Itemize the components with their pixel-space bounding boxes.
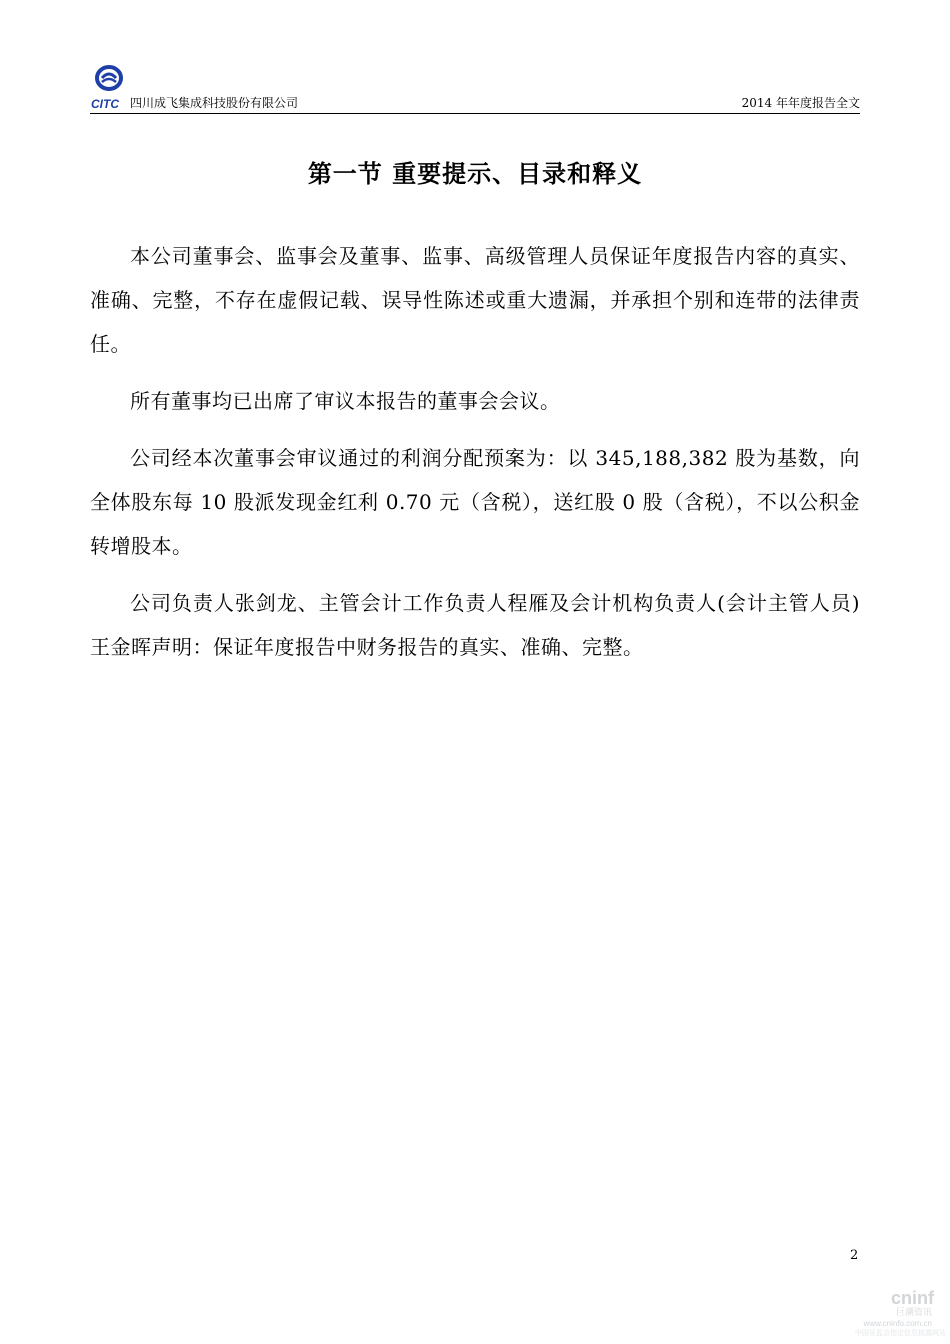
paragraph-responsibility-statement: 本公司董事会、监事会及董事、监事、高级管理人员保证年度报告内容的真实、准确、完整，不存在虚假记载、误导性陈述或重大遗漏，并承担个别和连带的法律责任。 [90, 244, 860, 356]
watermark-brand: cninf [891, 1288, 934, 1308]
section-title: 第一节 重要提示、目录和释义 [307, 159, 643, 188]
company-name: 四川成飞集成科技股份有限公司 [130, 96, 299, 110]
watermark-name: 巨潮资讯 [895, 1308, 932, 1318]
paragraph-officer-declaration: 公司负责人张剑龙、主管会计工作负责人程雁及会计机构负责人(会计主管人员)王金晖声明：保证年度报告中财务报告的真实、准确、完整。 [90, 591, 860, 659]
watermark-url: www.cninfo.com.cn [863, 1319, 932, 1328]
watermark-subtitle: 中国证监会指定信息披露网站 [855, 1329, 946, 1337]
company-logo-icon [90, 62, 134, 114]
paragraph-profit-distribution: 公司经本次董事会审议通过的利润分配预案为：以 345,188,382 股为基数，向全体股东每 10 股派发现金红利 0.70 元（含税），送红股 0 股（含税），不以公积金转增股本。 [90, 446, 860, 558]
header-divider [90, 113, 860, 114]
report-title: 2014 年年度报告全文 [741, 96, 860, 110]
paragraph-board-attendance: 所有董事均已出席了审议本报告的董事会会议。 [130, 389, 561, 413]
page-header [90, 62, 860, 114]
document-body [90, 234, 860, 682]
logo-text: CITC [91, 97, 119, 111]
page-number: 2 [850, 1248, 859, 1263]
cninfo-watermark [840, 1288, 948, 1340]
